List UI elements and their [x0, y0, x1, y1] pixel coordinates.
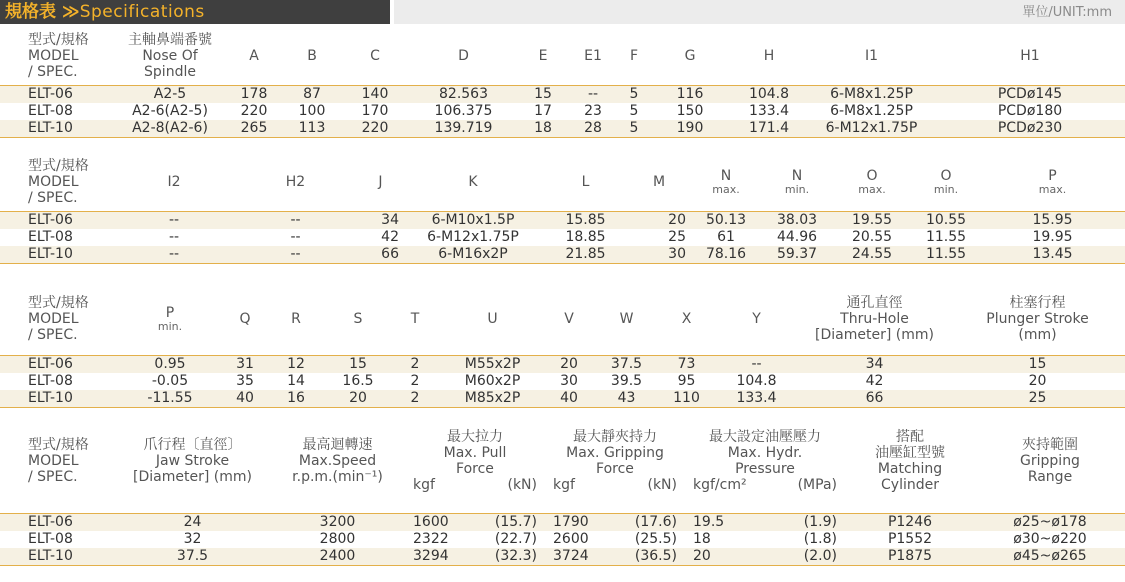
col-header: I2 [167, 173, 181, 190]
table-row: ELT-06 24 3200 1600 (15.7) 1790 (17.6) 19.5 (1.9) P1246 ø25~ø178 [0, 513, 1125, 531]
table-row: ELT-06 0.95 31 12 15 2 M55x2P 20 37.5 73 -- 34 15 [0, 355, 1125, 373]
nose-header: 主軸鼻端番號 Nose Of Spindle [128, 31, 212, 80]
col-header: X [681, 310, 692, 327]
gripping-range-header: 夾持範圍 Gripping Range [1020, 437, 1080, 485]
col-header: Y [752, 310, 761, 327]
col-header: W [619, 310, 634, 327]
unit-label: 單位/UNIT:mm [1022, 5, 1112, 20]
table-row: ELT-08 -0.05 35 14 16.5 2 M60x2P 30 39.5 95 104.8 42 20 [28, 373, 1047, 389]
thru-hole-header: 通孔直徑 Thru-Hole [Diameter] (mm) [815, 294, 934, 343]
max-gripping-force-header: 最大靜夾持力 Max. Gripping Force kgf (kN) [553, 429, 677, 493]
col-header: I1 [864, 47, 879, 64]
col-header: Q [239, 310, 251, 327]
plunger-stroke-header: 柱塞行程 Plunger Stroke (mm) [986, 294, 1089, 343]
col-header: M [652, 173, 666, 190]
spec-table-2 [0, 153, 1125, 264]
title-separator: ≫ [61, 2, 80, 22]
table-row: ELT-08 32 2800 2322 (22.7) 2600 (25.5) 18 (1.8) P1552 ø30~ø220 [28, 531, 1087, 547]
col-header: P max. [1038, 167, 1067, 196]
col-header: N max. [712, 167, 740, 196]
table-row: ELT-06 A2-5 178 87 140 82.563 15 -- 5 116 104.8 6-M8x1.25P PCDø145 [0, 85, 1125, 103]
title-cn: 規格表 [5, 2, 56, 22]
matching-cylinder-header: 搭配 油壓缸型號 Matching Cylinder [875, 429, 945, 493]
spec-table-1 [0, 27, 1125, 138]
col-header: H1 [1020, 47, 1040, 64]
col-header: H [763, 47, 775, 64]
col-header: G [684, 47, 696, 64]
spec-table-4 [0, 425, 1125, 566]
jaw-stroke-header: 爪行程〔直徑〕 Jaw Stroke [Diameter] (mm) [133, 437, 252, 485]
max-pull-force-header: 最大拉力 Max. Pull Force kgf (kN) [413, 429, 537, 493]
col-header: A [249, 47, 259, 64]
max-hydr-pressure-header: 最大設定油壓壓力 Max. Hydr. Pressure kgf/cm² (MPa) [693, 429, 837, 493]
col-header: J [378, 173, 383, 190]
col-header: P min. [157, 304, 183, 333]
col-header: H2 [285, 173, 306, 190]
col-header: B [307, 47, 317, 64]
spec-table-3 [0, 283, 1125, 408]
col-header: C [370, 47, 380, 64]
col-header: O min. [933, 167, 959, 196]
table-row: ELT-08 -- -- 42 6-M12x1.75P 18.85 25 61 44.96 20.55 11.55 19.95 [28, 229, 1073, 245]
col-header: K [468, 173, 478, 190]
col-header: S [353, 310, 363, 327]
page-title [5, 1, 205, 23]
table-row: ELT-10 A2-8(A2-6) 265 113 220 139.719 18 28 5 190 171.4 6-M12x1.75P PCDø230 [0, 120, 1125, 138]
table-row: ELT-06 -- -- 34 6-M10x1.5P 15.85 20 50.13 38.03 19.55 10.55 15.95 [0, 211, 1125, 229]
col-header: L [581, 173, 590, 190]
model-header: 型式/規格 MODEL / SPEC. [28, 294, 89, 343]
model-header: 型式/規格 MODEL / SPEC. [28, 157, 89, 206]
col-header: N min. [784, 167, 810, 196]
table-row: ELT-10 -11.55 40 16 20 2 M85x2P 40 43 110 133.4 66 25 [0, 390, 1125, 408]
table-3-header [0, 283, 1125, 355]
col-header: D [458, 47, 469, 64]
table-row: ELT-10 -- -- 66 6-M16x2P 21.85 30 78.16 59.37 24.55 11.55 13.45 [0, 246, 1125, 264]
title-bar [0, 0, 1125, 24]
model-header: 型式/規格 MODEL / SPEC. [28, 31, 89, 80]
col-header: E [538, 47, 548, 64]
col-header: F [629, 47, 639, 64]
table-4-header [0, 425, 1125, 513]
col-header: O max. [858, 167, 886, 196]
title-bar-light [394, 0, 1125, 24]
model-header: 型式/規格 MODEL / SPEC. [28, 437, 89, 485]
title-en: Specifications [79, 2, 205, 22]
max-speed-header: 最高迴轉速 Max.Speed r.p.m.(min⁻¹) [292, 437, 383, 485]
col-header: V [564, 310, 574, 327]
table-1-header [0, 27, 1125, 85]
table-row: ELT-08 A2-6(A2-5) 220 100 170 106.375 17 23 5 150 133.4 6-M8x1.25P PCDø180 [28, 103, 1063, 119]
table-row: ELT-10 37.5 2400 3294 (32.3) 3724 (36.5) 20 (2.0) P1875 ø45~ø265 [0, 548, 1125, 566]
col-header: U [487, 310, 498, 327]
col-header: E1 [584, 47, 602, 64]
table-2-header [0, 153, 1125, 211]
col-header: T [410, 310, 420, 327]
col-header: R [291, 310, 301, 327]
